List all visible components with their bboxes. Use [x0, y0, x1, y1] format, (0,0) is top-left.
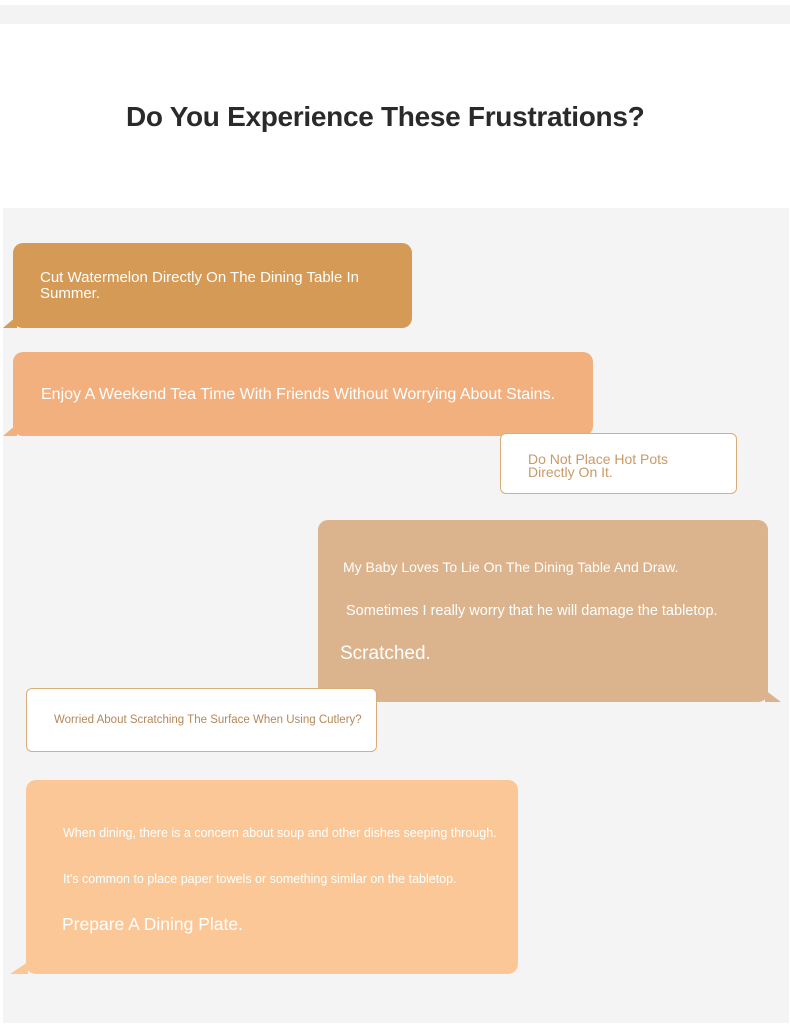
message-bubble-watermelon [13, 243, 412, 328]
message-bubble-hot-pots [500, 433, 737, 494]
message-line: It's common to place paper towels or something similar on the tabletop. [63, 872, 457, 886]
message-text: Do Not Place Hot Pots Directly On It. [528, 451, 669, 480]
message-line: My Baby Loves To Lie On The Dining Table And Draw. [343, 559, 679, 575]
page-title: Do You Experience These Frustrations? [126, 101, 645, 132]
bubble-tail [10, 962, 28, 974]
message-text: Cut Watermelon Directly On The Dining Table In Summer. [40, 269, 360, 302]
message-text: Worried About Scratching The Surface When Using Cutlery? [54, 714, 362, 726]
message-bubble-soup [26, 780, 518, 974]
message-bubble-tea-time [13, 352, 593, 436]
message-line: When dining, there is a concern about soup and other dishes seeping through. [63, 826, 497, 840]
top-strip [0, 5, 790, 24]
bubble-tail [3, 316, 17, 328]
header-section [0, 25, 790, 208]
message-text: Enjoy A Weekend Tea Time With Friends Without Worrying About Stains. [41, 386, 556, 403]
message-emphasis: Scratched. [340, 643, 431, 664]
bubble-tail [765, 690, 781, 702]
message-bubble-cutlery [26, 688, 377, 752]
message-emphasis: Prepare A Dining Plate. [62, 914, 243, 934]
message-line: Sometimes I really worry that he will damage the tabletop. [346, 603, 718, 619]
bubble-tail [3, 424, 17, 436]
message-bubble-baby [318, 520, 768, 702]
